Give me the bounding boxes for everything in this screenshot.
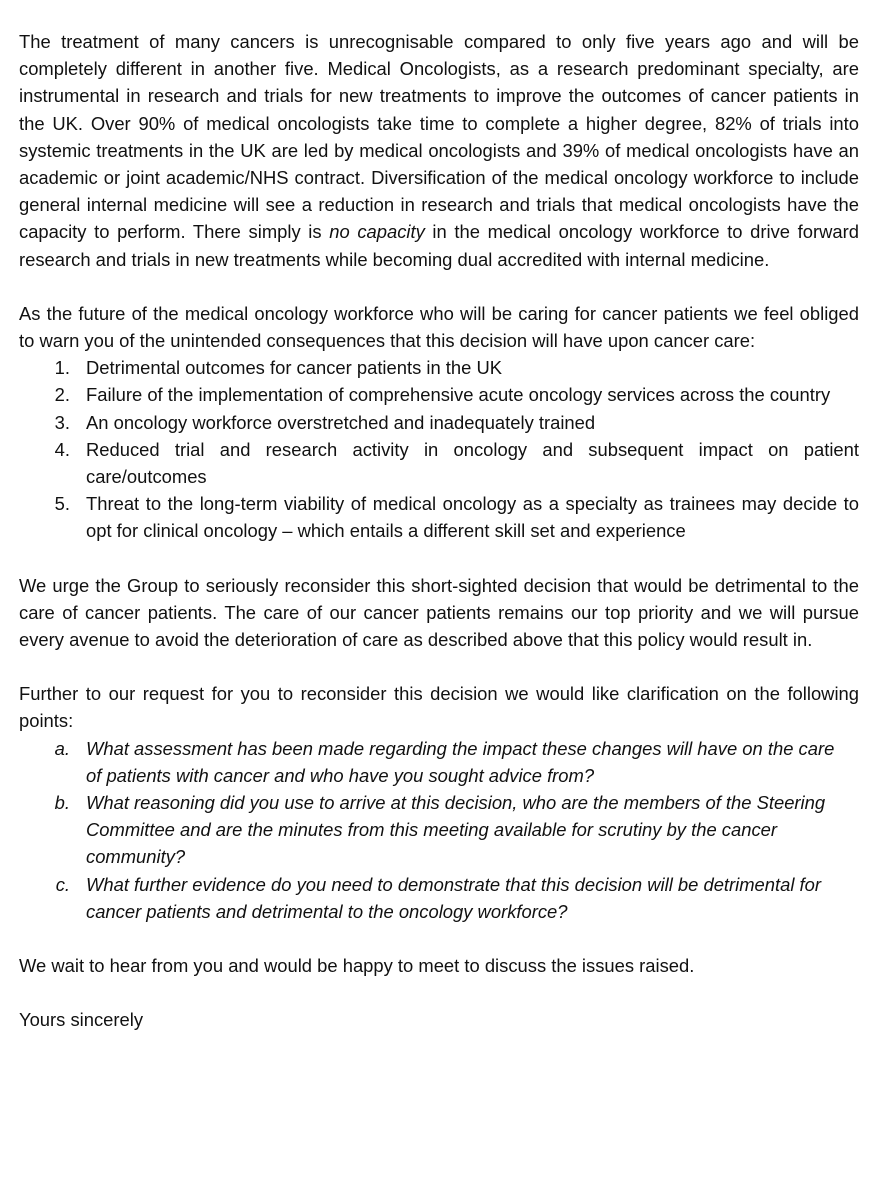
list-item-text: Detrimental outcomes for cancer patients in the UK <box>86 357 503 379</box>
paragraph-meet: We wait to hear from you and would be happy to meet to discuss the issues raised. <box>19 955 695 977</box>
letter-page <box>19 28 859 1034</box>
paragraph-clarification-intro: Further to our request for you to reconsider this decision we would like clarification on the following points: <box>19 683 859 732</box>
consequences-list <box>19 354 859 544</box>
list-marker: b. <box>54 792 70 814</box>
list-item-text: Threat to the long-term viability of medical oncology as a specialty as trainees may decide to opt for clinical oncology – which entails a different skill set and experience <box>86 493 859 542</box>
list-item-text: Reduced trial and research activity in oncology and subsequent impact on patient care/outcomes <box>86 438 859 488</box>
list-marker: a. <box>54 737 70 759</box>
list-item <box>19 789 859 871</box>
list-item <box>19 436 859 490</box>
list-item-text: What assessment has been made regarding the impact these changes will have on the care of patients with cancer and who have you sought advice from? <box>86 737 835 786</box>
list-item-text: Failure of the implementation of comprehensive acute oncology services across the country <box>86 384 831 406</box>
paragraph-spacer <box>19 273 859 300</box>
list-item-text: What reasoning did you use to arrive at this decision, who are the members of the Steering Committee and are the minutes from this meeting available for scrutiny by the cancer community? <box>86 792 826 868</box>
list-item <box>19 490 859 544</box>
list-item <box>19 354 859 381</box>
list-marker: 4. <box>54 438 70 460</box>
paragraph-urge-reconsider: We urge the Group to seriously reconsider this short-sighted decision that would be detrimental to the care of cancer patients. The care of our cancer patients remains our top priority and we will pursue every avenue to avoid the deterioration of care as described above that this policy would result in. <box>19 574 859 651</box>
list-marker: 5. <box>54 493 70 515</box>
paragraph-research <box>19 28 859 273</box>
list-item <box>19 735 859 789</box>
questions-list <box>19 735 859 925</box>
list-marker: 2. <box>54 384 70 406</box>
closing-salutation: Yours sincerely <box>19 1009 144 1031</box>
list-marker: 1. <box>54 357 70 379</box>
list-item <box>19 381 859 408</box>
list-item-text: What further evidence do you need to demonstrate that this decision will be detrimental for cancer patients and detrimental to the oncology workforce? <box>86 873 822 922</box>
list-item-text: An oncology workforce overstretched and inadequately trained <box>86 411 596 433</box>
paragraph-consequences-intro: As the future of the medical oncology workforce who will be caring for cancer patients we feel obliged to warn you of the unintended consequences that this decision will have upon cancer care: <box>19 302 859 352</box>
list-marker: 3. <box>54 411 70 433</box>
paragraph-spacer <box>19 653 859 680</box>
no-capacity-emphasis: no capacity <box>329 221 425 243</box>
paragraph-research-text: The treatment of many cancers is unrecognisable compared to only five years ago and will be completely different in another five. Medical Oncologists, as a research predominant specialty, are instrumental in research and trials for new treatments to improve the outcomes of cancer patients in the UK. Over 90% of medical oncologists take time to complete a higher degree, 82% of trials into systemic treatments in the UK are led by medical oncologists and 39% of medical oncologists have an academic or joint academic/NHS contract. Diversification of the medical oncology workforce to include general internal medicine will see a reduction in research and trials that medical oncologists have the capacity to perform. There simply is <box>19 31 859 243</box>
paragraph-spacer <box>19 925 859 952</box>
list-item <box>19 871 859 925</box>
paragraph-spacer <box>19 979 859 1006</box>
list-marker: c. <box>55 873 70 895</box>
paragraph-research-text-end: in the medical oncology workforce to drive forward research and trials in new treatments while becoming dual accredited with internal medicine. <box>19 221 860 270</box>
list-item <box>19 409 859 436</box>
paragraph-spacer <box>19 545 859 572</box>
